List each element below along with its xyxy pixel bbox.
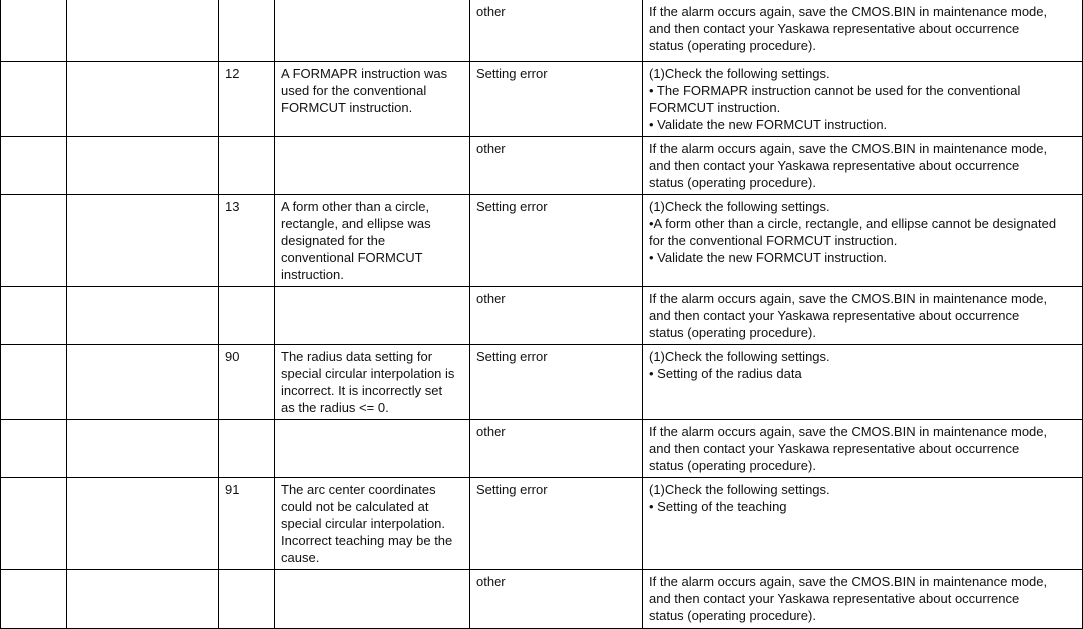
empty-cell (1, 0, 67, 62)
description-cell (275, 0, 470, 62)
remedy-line: • Setting of the radius data (649, 366, 802, 381)
remedy-line: (1)Check the following settings. (649, 199, 830, 214)
empty-cell (1, 62, 67, 137)
empty-cell (1, 420, 67, 478)
table-row (1, 137, 1083, 195)
remedy-line: If the alarm occurs again, save the CMOS.BIN in maintenance mode, (649, 4, 1048, 19)
cause-cell: Setting error (470, 345, 643, 420)
sub-code-cell (219, 0, 275, 62)
description-line: special circular interpolation is (281, 366, 455, 381)
empty-cell (67, 345, 219, 420)
description-line: used for the conventional (281, 83, 427, 98)
description-line: special circular interpolation. (281, 516, 446, 531)
remedy-line: • Validate the new FORMCUT instruction. (649, 250, 888, 265)
remedy-cell (643, 62, 1083, 137)
table-row (1, 570, 1083, 629)
remedy-cell (643, 478, 1083, 570)
description-line: Incorrect teaching may be the (281, 533, 453, 548)
table-row (1, 345, 1083, 420)
remedy-line: for the conventional FORMCUT instruction. (649, 233, 898, 248)
empty-cell (67, 0, 219, 62)
empty-cell (1, 137, 67, 195)
empty-cell (67, 420, 219, 478)
empty-cell (1, 345, 67, 420)
remedy-cell (643, 0, 1083, 62)
cause-cell: other (470, 420, 643, 478)
sub-code-cell: 91 (219, 478, 275, 570)
remedy-line: FORMCUT instruction. (649, 100, 781, 115)
empty-cell (67, 478, 219, 570)
cause-cell: other (470, 570, 643, 629)
cause-cell: other (470, 287, 643, 345)
cause-cell: Setting error (470, 195, 643, 287)
description-cell (275, 195, 470, 287)
cause-cell: Setting error (470, 62, 643, 137)
remedy-line: and then contact your Yaskawa representative about occurrence (649, 21, 1020, 36)
remedy-cell (643, 420, 1083, 478)
remedy-line: (1)Check the following settings. (649, 66, 830, 81)
description-cell (275, 345, 470, 420)
description-line: designated for the (281, 233, 386, 248)
remedy-line: and then contact your Yaskawa representative about occurrence (649, 308, 1020, 323)
sub-code-cell (219, 570, 275, 629)
description-line: rectangle, and ellipse was (281, 216, 431, 231)
remedy-line: status (operating procedure). (649, 608, 816, 623)
description-line: FORMCUT instruction. (281, 100, 413, 115)
description-cell (275, 137, 470, 195)
table-row (1, 287, 1083, 345)
sub-code-cell: 12 (219, 62, 275, 137)
description-line: could not be calculated at (281, 499, 429, 514)
description-line: The arc center coordinates (281, 482, 436, 497)
remedy-cell (643, 195, 1083, 287)
sub-code-cell (219, 420, 275, 478)
sub-code-cell (219, 287, 275, 345)
description-cell (275, 420, 470, 478)
remedy-line: (1)Check the following settings. (649, 482, 830, 497)
empty-cell (1, 478, 67, 570)
table-row (1, 195, 1083, 287)
empty-cell (1, 570, 67, 629)
remedy-line: • Validate the new FORMCUT instruction. (649, 117, 888, 132)
remedy-line: •A form other than a circle, rectangle, and ellipse cannot be designated (649, 216, 1057, 231)
sub-code-cell (219, 137, 275, 195)
remedy-line: status (operating procedure). (649, 458, 816, 473)
remedy-line: If the alarm occurs again, save the CMOS.BIN in maintenance mode, (649, 291, 1048, 306)
sub-code-cell: 90 (219, 345, 275, 420)
cause-cell: other (470, 137, 643, 195)
cause-cell: Setting error (470, 478, 643, 570)
remedy-line: If the alarm occurs again, save the CMOS.BIN in maintenance mode, (649, 574, 1048, 589)
description-cell (275, 478, 470, 570)
description-line: cause. (281, 550, 320, 565)
remedy-line: • The FORMAPR instruction cannot be used for the conventional (649, 83, 1021, 98)
cause-cell: other (470, 0, 643, 62)
table-row (1, 420, 1083, 478)
description-cell (275, 287, 470, 345)
remedy-line: and then contact your Yaskawa representative about occurrence (649, 591, 1020, 606)
remedy-line: and then contact your Yaskawa representative about occurrence (649, 158, 1020, 173)
table-row (1, 0, 1083, 62)
remedy-line: status (operating procedure). (649, 175, 816, 190)
description-line: instruction. (281, 267, 344, 282)
remedy-cell (643, 287, 1083, 345)
remedy-line: (1)Check the following settings. (649, 349, 830, 364)
remedy-line: status (operating procedure). (649, 38, 816, 53)
empty-cell (67, 62, 219, 137)
empty-cell (67, 195, 219, 287)
remedy-line: status (operating procedure). (649, 325, 816, 340)
empty-cell (67, 137, 219, 195)
remedy-cell (643, 137, 1083, 195)
description-cell (275, 62, 470, 137)
remedy-cell (643, 570, 1083, 629)
remedy-cell (643, 345, 1083, 420)
remedy-line: and then contact your Yaskawa representative about occurrence (649, 441, 1020, 456)
sub-code-cell: 13 (219, 195, 275, 287)
remedy-line: If the alarm occurs again, save the CMOS.BIN in maintenance mode, (649, 141, 1048, 156)
empty-cell (1, 195, 67, 287)
empty-cell (1, 287, 67, 345)
table-row (1, 62, 1083, 137)
description-line: as the radius <= 0. (281, 400, 389, 415)
description-cell (275, 570, 470, 629)
table-body (1, 0, 1083, 629)
table-row (1, 478, 1083, 570)
description-line: incorrect. It is incorrectly set (281, 383, 443, 398)
empty-cell (67, 287, 219, 345)
remedy-line: If the alarm occurs again, save the CMOS.BIN in maintenance mode, (649, 424, 1048, 439)
description-line: A FORMAPR instruction was (281, 66, 448, 81)
description-line: A form other than a circle, (281, 199, 430, 214)
empty-cell (67, 570, 219, 629)
description-line: conventional FORMCUT (281, 250, 423, 265)
remedy-line: • Setting of the teaching (649, 499, 787, 514)
description-line: The radius data setting for (281, 349, 433, 364)
